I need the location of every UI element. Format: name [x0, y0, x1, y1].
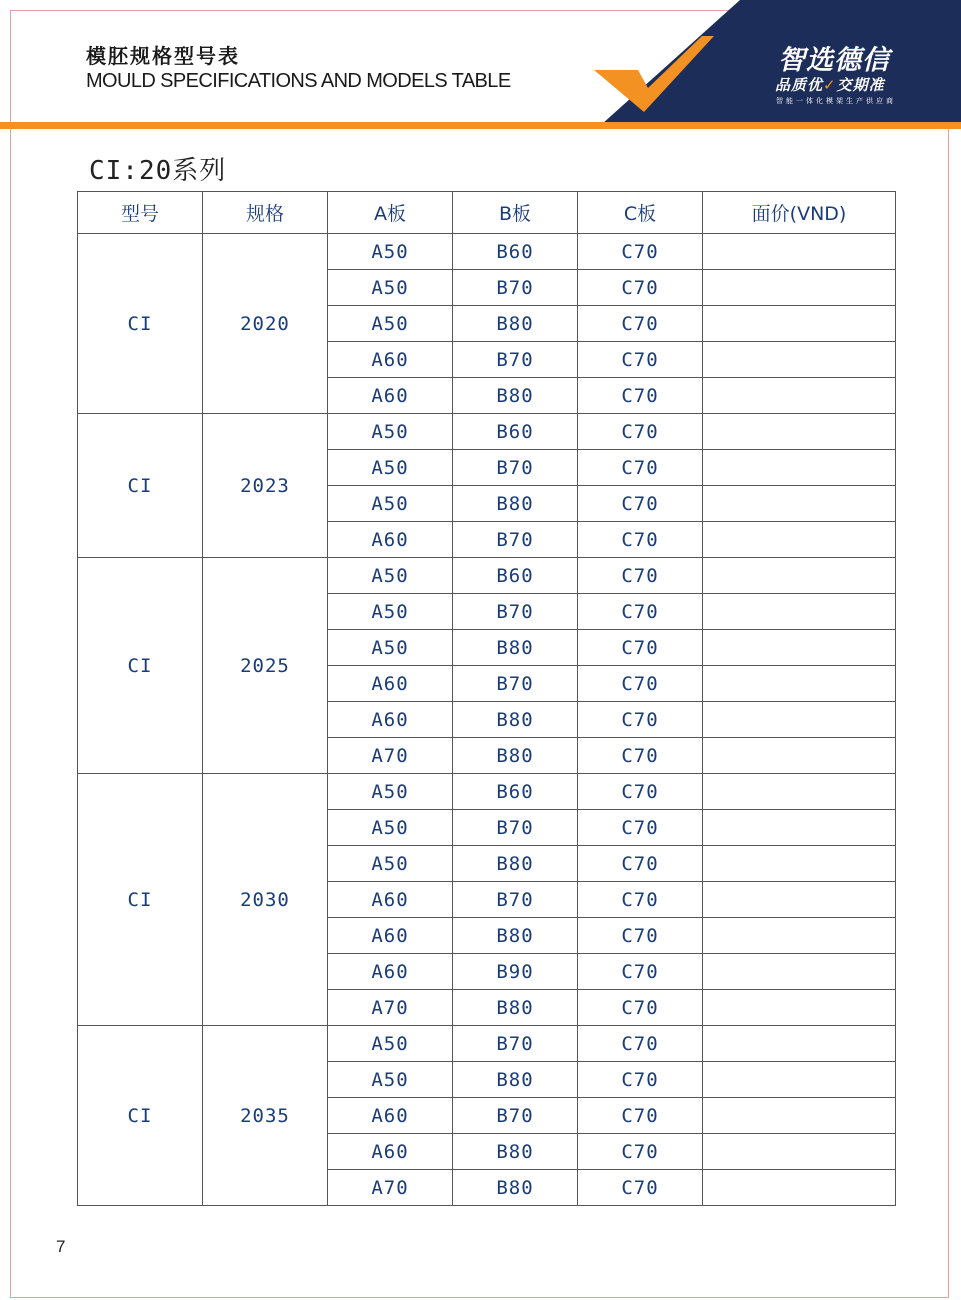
cell-c-plate: C70 [578, 306, 703, 342]
cell-c-plate: C70 [578, 810, 703, 846]
cell-c-plate: C70 [578, 918, 703, 954]
cell-price [703, 450, 896, 486]
brand-slogan [775, 74, 885, 95]
cell-c-plate: C70 [578, 702, 703, 738]
header-c-plate: C板 [578, 192, 703, 234]
cell-b-plate: B70 [453, 522, 578, 558]
cell-price [703, 378, 896, 414]
cell-a-plate: A50 [328, 594, 453, 630]
cell-price [703, 270, 896, 306]
table-row [78, 234, 896, 270]
cell-a-plate: A50 [328, 450, 453, 486]
cell-model: CI [78, 558, 203, 774]
cell-b-plate: B90 [453, 954, 578, 990]
cell-price [703, 522, 896, 558]
cell-a-plate: A60 [328, 378, 453, 414]
table-body [78, 234, 896, 1206]
cell-price [703, 990, 896, 1026]
cell-c-plate: C70 [578, 594, 703, 630]
cell-b-plate: B80 [453, 846, 578, 882]
header-divider [0, 122, 961, 129]
cell-b-plate: B60 [453, 234, 578, 270]
cell-price [703, 1134, 896, 1170]
cell-a-plate: A50 [328, 306, 453, 342]
cell-b-plate: B70 [453, 342, 578, 378]
cell-price [703, 1062, 896, 1098]
cell-price [703, 558, 896, 594]
cell-c-plate: C70 [578, 666, 703, 702]
cell-price [703, 774, 896, 810]
cell-price [703, 1026, 896, 1062]
cell-a-plate: A60 [328, 1134, 453, 1170]
cell-price [703, 882, 896, 918]
cell-price [703, 954, 896, 990]
cell-c-plate: C70 [578, 774, 703, 810]
cell-b-plate: B80 [453, 738, 578, 774]
cell-a-plate: A60 [328, 666, 453, 702]
cell-c-plate: C70 [578, 522, 703, 558]
spec-table [77, 191, 896, 1206]
cell-spec: 2030 [203, 774, 328, 1026]
cell-b-plate: B70 [453, 810, 578, 846]
cell-price [703, 918, 896, 954]
cell-b-plate: B70 [453, 666, 578, 702]
cell-spec: 2023 [203, 414, 328, 558]
header-spec: 规格 [203, 192, 328, 234]
cell-a-plate: A50 [328, 486, 453, 522]
cell-c-plate: C70 [578, 630, 703, 666]
cell-b-plate: B70 [453, 882, 578, 918]
cell-price [703, 594, 896, 630]
cell-model: CI [78, 234, 203, 414]
cell-b-plate: B70 [453, 1026, 578, 1062]
cell-price [703, 306, 896, 342]
cell-a-plate: A50 [328, 234, 453, 270]
cell-a-plate: A60 [328, 954, 453, 990]
cell-b-plate: B70 [453, 450, 578, 486]
page-title-en: MOULD SPECIFICATIONS AND MODELS TABLE [86, 70, 511, 92]
cell-c-plate: C70 [578, 846, 703, 882]
cell-c-plate: C70 [578, 270, 703, 306]
cell-spec: 2020 [203, 234, 328, 414]
cell-a-plate: A70 [328, 738, 453, 774]
cell-b-plate: B80 [453, 1134, 578, 1170]
cell-c-plate: C70 [578, 738, 703, 774]
cell-c-plate: C70 [578, 486, 703, 522]
cell-b-plate: B80 [453, 702, 578, 738]
cell-a-plate: A70 [328, 990, 453, 1026]
cell-a-plate: A50 [328, 270, 453, 306]
check-small-icon: ✓ [823, 76, 837, 94]
cell-c-plate: C70 [578, 1062, 703, 1098]
table-row [78, 1026, 896, 1062]
cell-c-plate: C70 [578, 1170, 703, 1206]
cell-a-plate: A50 [328, 414, 453, 450]
cell-price [703, 486, 896, 522]
table-header-row [78, 192, 896, 234]
brand-name: 智选德信 [778, 45, 890, 76]
cell-b-plate: B60 [453, 414, 578, 450]
cell-b-plate: B70 [453, 594, 578, 630]
cell-b-plate: B60 [453, 774, 578, 810]
table-row [78, 558, 896, 594]
cell-c-plate: C70 [578, 450, 703, 486]
cell-a-plate: A50 [328, 1062, 453, 1098]
brand-tagline: 智能一体化模架生产供应商 [776, 97, 896, 105]
cell-b-plate: B80 [453, 918, 578, 954]
cell-c-plate: C70 [578, 342, 703, 378]
cell-c-plate: C70 [578, 1026, 703, 1062]
cell-c-plate: C70 [578, 1098, 703, 1134]
page-number: 7 [56, 1237, 66, 1256]
cell-c-plate: C70 [578, 234, 703, 270]
cell-price [703, 846, 896, 882]
header-model: 型号 [78, 192, 203, 234]
cell-price [703, 702, 896, 738]
brand-slogan-left: 品质优 [775, 76, 824, 94]
header-price: 面价(VND) [703, 192, 896, 234]
cell-b-plate: B80 [453, 990, 578, 1026]
cell-b-plate: B80 [453, 306, 578, 342]
cell-c-plate: C70 [578, 882, 703, 918]
cell-price [703, 666, 896, 702]
cell-b-plate: B70 [453, 1098, 578, 1134]
cell-b-plate: B80 [453, 486, 578, 522]
cell-b-plate: B70 [453, 270, 578, 306]
table-row [78, 774, 896, 810]
cell-c-plate: C70 [578, 990, 703, 1026]
header-a-plate: A板 [328, 192, 453, 234]
cell-c-plate: C70 [578, 1134, 703, 1170]
header-b-plate: B板 [453, 192, 578, 234]
cell-b-plate: B60 [453, 558, 578, 594]
cell-a-plate: A60 [328, 1098, 453, 1134]
cell-spec: 2025 [203, 558, 328, 774]
cell-model: CI [78, 414, 203, 558]
cell-price [703, 414, 896, 450]
cell-b-plate: B80 [453, 1170, 578, 1206]
cell-a-plate: A60 [328, 342, 453, 378]
cell-a-plate: A50 [328, 630, 453, 666]
cell-a-plate: A50 [328, 558, 453, 594]
cell-price [703, 738, 896, 774]
cell-a-plate: A60 [328, 882, 453, 918]
brand-slogan-right: 交期准 [836, 76, 885, 94]
series-title: CI:20系列 [89, 156, 227, 186]
cell-a-plate: A50 [328, 774, 453, 810]
cell-a-plate: A50 [328, 1026, 453, 1062]
cell-price [703, 810, 896, 846]
cell-a-plate: A60 [328, 918, 453, 954]
table-row [78, 414, 896, 450]
cell-a-plate: A60 [328, 702, 453, 738]
cell-c-plate: C70 [578, 954, 703, 990]
cell-price [703, 342, 896, 378]
cell-b-plate: B80 [453, 630, 578, 666]
page-title-cn: 模胚规格型号表 [86, 44, 240, 68]
cell-a-plate: A50 [328, 846, 453, 882]
cell-b-plate: B80 [453, 1062, 578, 1098]
cell-price [703, 1098, 896, 1134]
cell-a-plate: A70 [328, 1170, 453, 1206]
cell-a-plate: A50 [328, 810, 453, 846]
cell-price [703, 234, 896, 270]
cell-c-plate: C70 [578, 558, 703, 594]
cell-price [703, 1170, 896, 1206]
cell-price [703, 630, 896, 666]
cell-b-plate: B80 [453, 378, 578, 414]
cell-c-plate: C70 [578, 414, 703, 450]
cell-model: CI [78, 774, 203, 1026]
cell-a-plate: A60 [328, 522, 453, 558]
cell-c-plate: C70 [578, 378, 703, 414]
cell-model: CI [78, 1026, 203, 1206]
cell-spec: 2035 [203, 1026, 328, 1206]
